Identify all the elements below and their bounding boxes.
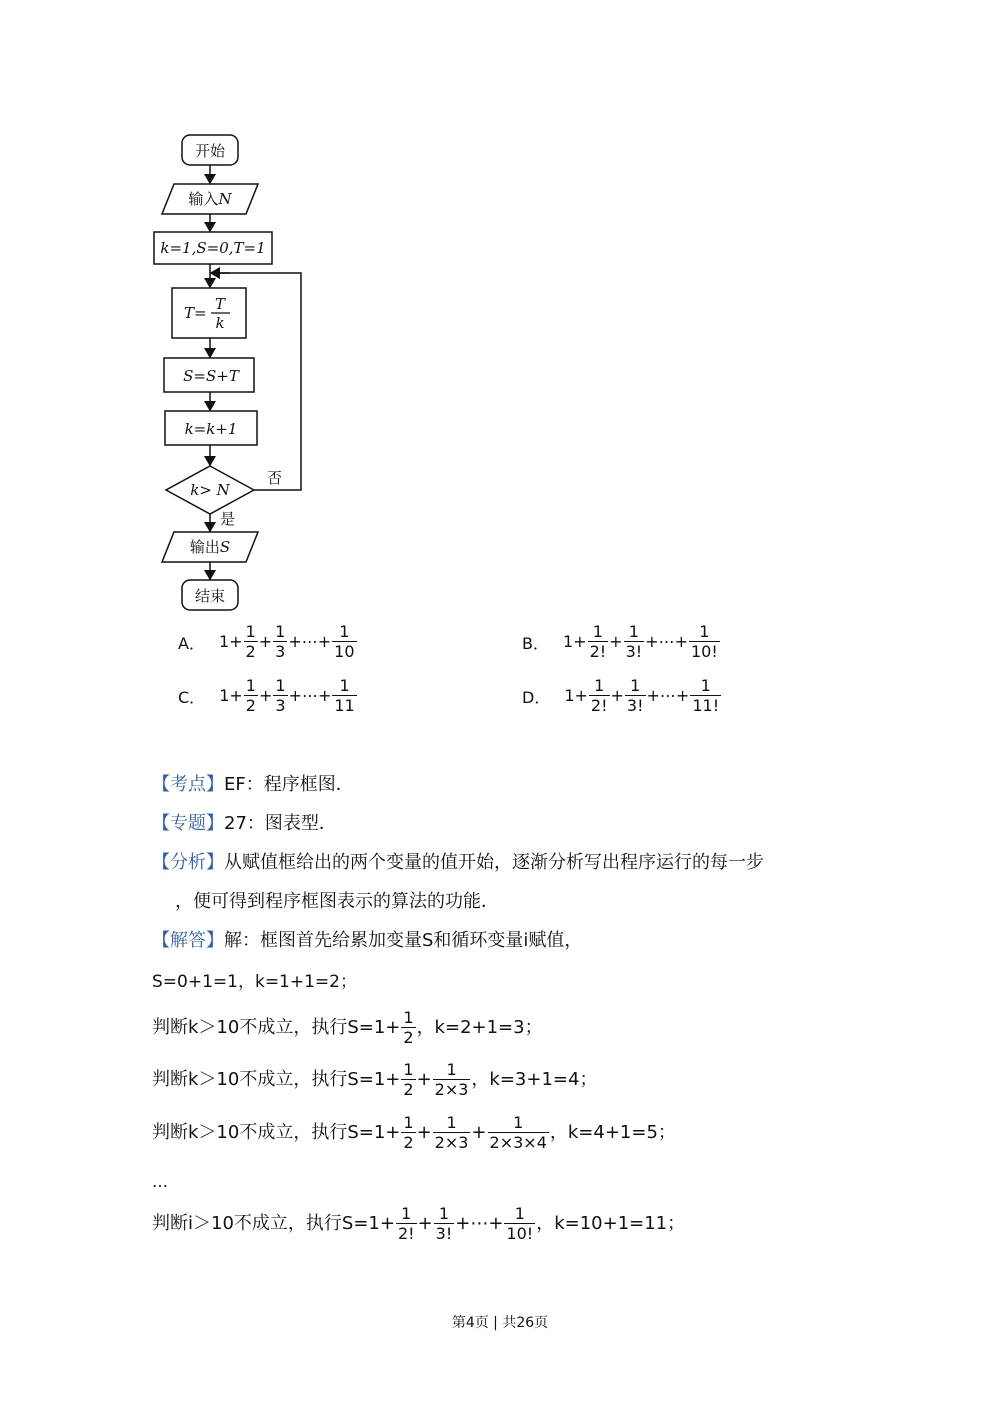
flowchart bbox=[140, 125, 330, 615]
end-label: 结束 bbox=[194, 587, 226, 605]
step-0: S=0+1=1，k=1+1=2； bbox=[152, 972, 357, 992]
init-label: k=1,S=0,T=1 bbox=[160, 239, 266, 257]
option-b[interactable] bbox=[522, 624, 721, 660]
option-a-label: A． bbox=[178, 633, 205, 653]
zhuanti-line bbox=[152, 815, 337, 833]
fenxi-line-2 bbox=[175, 893, 499, 911]
option-d[interactable] bbox=[522, 678, 722, 714]
t-den: k bbox=[215, 314, 225, 332]
jieda-text: 解：框图首先给累加变量S和循环变量i赋值， bbox=[224, 930, 583, 951]
start-label: 开始 bbox=[194, 142, 226, 160]
option-c[interactable] bbox=[178, 678, 358, 714]
step-2: 判断k＞10不成立，执行S=1+ $\frac{1}{2}$ + $\frac{1}{2\times 3}$ ，k=3+1=4； bbox=[152, 1060, 598, 1099]
kaodian-tag: 【考点】 bbox=[152, 774, 224, 795]
output-label: 输出S bbox=[189, 538, 231, 556]
yes-label: 是 bbox=[220, 510, 236, 528]
page-footer: 第4页 | 共26页 bbox=[451, 1315, 549, 1331]
no-label: 否 bbox=[267, 469, 283, 487]
jieda-tag: 【解答】 bbox=[152, 930, 224, 951]
fenxi-line bbox=[152, 854, 764, 872]
option-d-expr: 1+ $\frac{1}{2!}$ + $\frac{1}{3!}$ +⋯+ $\frac{1}{11!}$ bbox=[564, 676, 720, 715]
kaodian-text: EF：程序框图． bbox=[224, 774, 354, 795]
k-label: k=k+1 bbox=[184, 420, 238, 438]
zhuanti-tag: 【专题】 bbox=[152, 813, 224, 834]
step-3: 判断k＞10不成立，执行S=1+ $\frac{1}{2}$ + $\frac{1}{2\times 3}$ + $\frac{1}{2\times 3\times 4}$ ，k=4+1=5； bbox=[152, 1113, 676, 1152]
decision-label: k> N bbox=[190, 481, 230, 499]
ellipsis-line: … bbox=[152, 1172, 168, 1191]
option-b-label: B． bbox=[522, 633, 549, 653]
option-a-expr: 1+ $\frac{1}{2}$ + $\frac{1}{3}$ +⋯+ $\frac{1}{10}$ bbox=[218, 622, 355, 661]
option-d-label: D． bbox=[522, 687, 551, 707]
option-a[interactable] bbox=[178, 624, 358, 660]
t-left: T= bbox=[184, 304, 207, 322]
step-1: 判断k＞10不成立，执行S=1+ $\frac{1}{2}$ ，k=2+1=3； bbox=[152, 1008, 543, 1047]
kaodian-line bbox=[152, 776, 354, 794]
jieda-line bbox=[152, 932, 582, 950]
fenxi-tag: 【分析】 bbox=[152, 852, 224, 873]
step-4: 判断i＞10不成立，执行S= 1+ $\frac{1}{2!}$ + $\frac{1}{3!}$ +⋯+ $\frac{1}{10!}$ ，k=10+1=11； bbox=[152, 1204, 686, 1243]
t-num: T bbox=[214, 295, 226, 313]
zhuanti-text: 27：图表型． bbox=[224, 813, 337, 834]
s-label: S=S+T bbox=[183, 367, 239, 385]
input-label: 输入N bbox=[188, 190, 232, 208]
option-b-expr: 1+ $\frac{1}{2!}$ + $\frac{1}{3!}$ +⋯+ $\frac{1}{10!}$ bbox=[562, 622, 718, 661]
fenxi-text-2: ，便可得到程序框图表示的算法的功能． bbox=[175, 891, 499, 912]
fenxi-text-1: 从赋值框给出的两个变量的值开始，逐渐分析写出程序运行的每一步 bbox=[224, 852, 764, 873]
option-c-label: C． bbox=[178, 687, 206, 707]
option-c-expr: 1+ $\frac{1}{2}$ + $\frac{1}{3}$ +⋯+ $\frac{1}{11}$ bbox=[219, 676, 355, 715]
